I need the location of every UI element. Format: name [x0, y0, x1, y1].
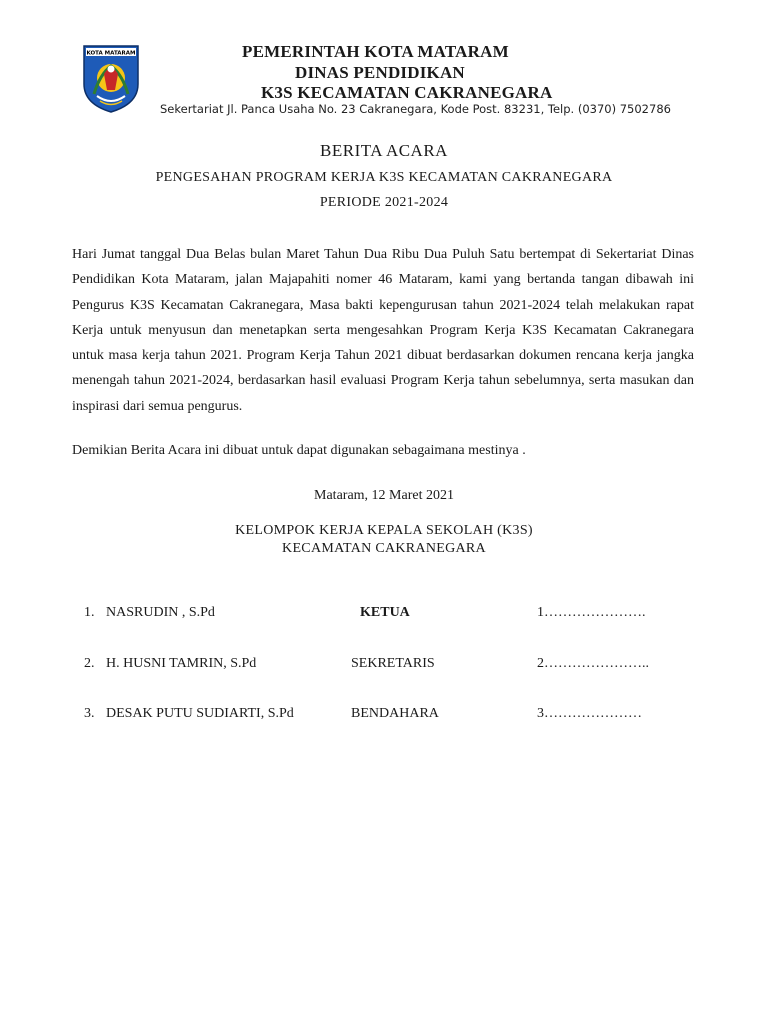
signature-line: 1…………………. — [537, 605, 646, 620]
signatory-row — [0, 605, 768, 627]
letterhead-address: Sekertariat Jl. Panca Usaha No. 23 Cakranegara, Kode Post. 83231, Telp. (0370) 7502786 — [160, 102, 671, 116]
signatory-name: DESAK PUTU SUDIARTI, S.Pd — [106, 706, 294, 721]
signatory-position: KETUA — [360, 605, 410, 620]
signature-line: 3………………… — [537, 706, 642, 721]
signatory-number: 3. — [84, 706, 95, 721]
emblem-label: KOTA MATARAM — [86, 50, 136, 57]
document-subtitle: PENGESAHAN PROGRAM KERJA K3S KECAMATAN CAKRANEGARA — [155, 170, 613, 185]
signatory-position: SEKRETARIS — [351, 656, 435, 671]
signatory-number: 2. — [84, 656, 95, 671]
signatory-row — [0, 656, 768, 678]
organization-district: KECAMATAN CAKRANEGARA — [282, 541, 486, 556]
letterhead-organization: K3S KECAMATAN CAKRANEGARA — [261, 83, 553, 102]
organization-name: KELOMPOK KERJA KEPALA SEKOLAH (K3S) — [235, 523, 533, 538]
document-period: PERIODE 2021-2024 — [319, 195, 449, 210]
place-date: Mataram, 12 Maret 2021 — [314, 488, 454, 503]
kota-mataram-emblem — [82, 44, 140, 114]
closing-sentence: Demikian Berita Acara ini dibuat untuk dapat digunakan sebagaimana mestinya . — [72, 443, 526, 458]
letterhead-government: PEMERINTAH KOTA MATARAM — [242, 42, 509, 61]
letterhead-department: DINAS PENDIDIKAN — [295, 63, 465, 82]
signatory-name: NASRUDIN , S.Pd — [106, 605, 215, 620]
signatory-row — [0, 706, 768, 728]
signature-line: 2………………….. — [537, 656, 649, 671]
body-paragraph: Hari Jumat tanggal Dua Belas bulan Maret Tahun Dua Ribu Dua Puluh Satu bertempat di Sekertariat Dinas Pendidikan Kota Mataram, jalan Majapahiti nomer 46 Mataram, kami yang bertanda tangan dibawah ini Pengurus K3S Kecamatan Cakranegara, Masa bakti kepengurusan tahun 2021-2024 telah melakukan rapat Kerja untuk menyusun dan menetapkan serta mengesahkan Program Kerja K3S Kecamatan Cakranegara untuk masa kerja tahun 2021. Program Kerja Tahun 2021 dibuat berdasarkan dokumen rencana kerja jangka menengah tahun 2021-2024, berdasarkan hasil evaluasi Program Kerja tahun sebelumnya, serta masukan dan inspirasi dari semua pengurus. — [72, 247, 694, 414]
document-title: BERITA ACARA — [320, 141, 448, 160]
signatory-number: 1. — [84, 605, 95, 620]
signatory-name: H. HUSNI TAMRIN, S.Pd — [106, 656, 257, 671]
signatory-position: BENDAHARA — [351, 706, 439, 721]
